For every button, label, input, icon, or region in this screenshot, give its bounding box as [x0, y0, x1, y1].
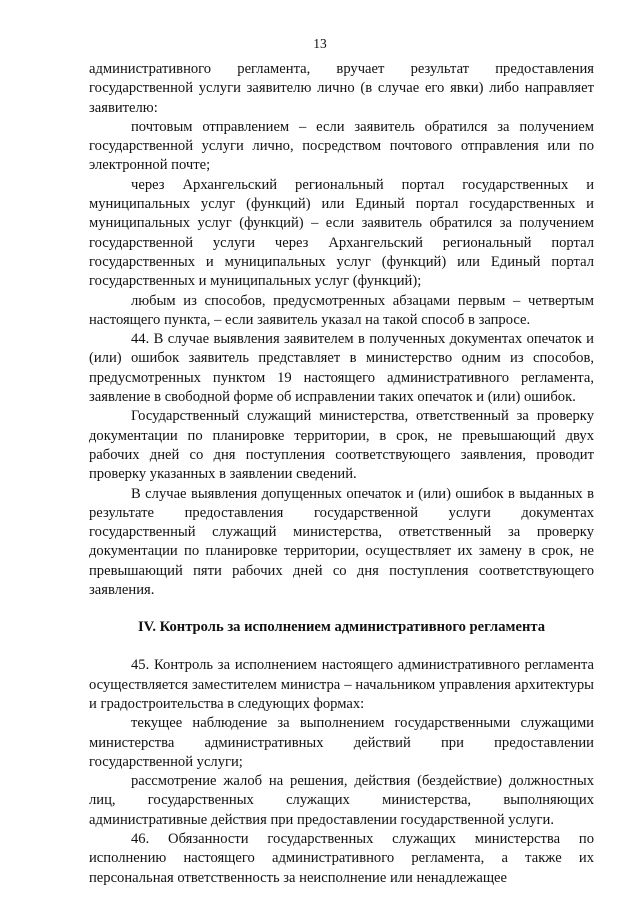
paragraph: рассмотрение жалоб на решения, действия (бездействие) должностных лиц, государственных служащих министерства, выполняющих административные действия при предоставлении государственной услуги. [89, 773, 594, 828]
section-heading: IV. Контроль за исполнением административного регламента [138, 619, 545, 636]
paragraph: 45. Контроль за исполнением настоящего административного регламента осуществляется заместителем министра – начальником управления архитектуры и градостроительства в следующих формах: [89, 657, 594, 712]
paragraphs-before-section [89, 60, 594, 600]
paragraph: текущее наблюдение за выполнением государственными служащими министерства административных действий при предоставлении государственной услуги; [89, 715, 594, 770]
paragraph: 46. Обязанности государственных служащих министерства по исполнению настоящего административного регламента, а также их персональная ответственность за неисполнение или ненадлежащее [89, 830, 594, 886]
paragraph: 44. В случае выявления заявителем в полученных документах опечаток и (или) ошибок заявитель представляет в министерство одним из способов, предусмотренных пунктом 19 настоящего административного регламента, заявление в свободной форме об исправлении таких опечаток и (или) ошибок. [89, 331, 594, 406]
paragraph: любым из способов, предусмотренных абзацами первым – четвертым настоящего пункта, – если заявитель указал на такой способ в запросе. [89, 292, 594, 328]
paragraph: В случае выявления допущенных опечаток и (или) ошибок в выданных в результате предоставления государственной услуги документах государственный служащий министерства, ответственный за проверку документации по планировке территории, осуществляет их замену в срок, не превышающий пяти рабочих дней со дня поступления соответствующего заявления. [89, 485, 594, 599]
paragraph: через Архангельский региональный портал государственных и муниципальных услуг (функций) или Единый портал государственных и муниципальных услуг (функций) – если заявитель обратился за получением государственной услуги через Архангельский региональный портал государственных и муниципальных услуг (функций) или Единый портал государственных и муниципальных услуг (функций); [89, 176, 594, 290]
paragraph: административного регламента, вручает результат предоставления государственной услуги заявителю лично (в случае его явки) либо направляет заявителю: [89, 61, 594, 116]
page-number: 13 [313, 36, 327, 51]
document-body [89, 60, 594, 888]
paragraphs-after-section [89, 656, 594, 888]
paragraph: Государственный служащий министерства, ответственный за проверку документации по планировке территории, в срок, не превышающий двух рабочих дней со дня поступления соответствующего заявления, проводит проверку указанных в заявлении сведений. [89, 408, 594, 483]
paragraph: почтовым отправлением – если заявитель обратился за получением государственной услуги лично, посредством почтового отправления или по электронной почте; [89, 118, 594, 174]
